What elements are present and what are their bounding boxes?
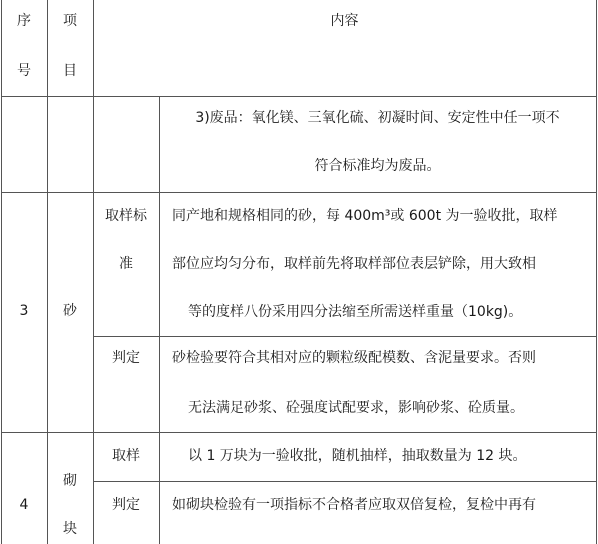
- table-border-right: [596, 0, 597, 544]
- block-item-char-1: 砌: [63, 473, 77, 489]
- row-divider-sand-block: [1, 432, 597, 433]
- header-item-char-2: 目: [63, 63, 77, 79]
- sand-seq: 3: [19, 303, 29, 319]
- column-divider-seq-item: [47, 0, 48, 544]
- sand-sampling-line: 部位应均匀分布，取样前先将取样部位表层铲除，用大致相: [172, 256, 536, 272]
- sand-judge-label: 判定: [112, 350, 140, 366]
- header-content: 内容: [330, 13, 359, 29]
- block-sampling-text: 以 1 万块为一验收批，随机抽样，抽取数量为 12 块。: [188, 448, 527, 464]
- sand-sampling-line: 同产地和规格相同的砂，每 400m³或 600t 为一验收批，取样: [172, 208, 558, 224]
- block-judge-label: 判定: [112, 497, 140, 513]
- sand-sampling-line: 等的度样八份采用四分法缩至所需送样重量（10kg)。: [188, 304, 523, 320]
- table-border-left: [1, 0, 2, 544]
- sand-judge-line: 砂检验要符合其相对应的颗粒级配模数、含泥量要求。否则: [172, 350, 536, 366]
- cont-line-1: 3)废品：氧化镁、三氧化硫、初凝时间、安定性中任一项不: [195, 110, 560, 126]
- sand-item: 砂: [63, 303, 77, 319]
- block-sampling-label: 取样: [112, 448, 140, 464]
- row-divider-block-subrows: [93, 481, 597, 482]
- row-divider-sand-subrows: [93, 336, 597, 337]
- block-seq: 4: [19, 497, 29, 513]
- row-divider-cont-sand: [1, 192, 597, 193]
- cont-line-2: 符合标准均为废品。: [314, 158, 441, 174]
- sand-sampling-label-1: 取样标: [105, 208, 147, 224]
- header-item-char-1: 项: [63, 13, 77, 29]
- sand-judge-line: 无法满足砂浆、砼强度试配要求，影响砂浆、砼质量。: [188, 400, 524, 416]
- block-judge-text: 如砌块检验有一项指标不合格者应取双倍复检，复检中再有: [172, 497, 536, 513]
- header-seq-char-1: 序: [17, 13, 31, 29]
- sand-sampling-label-2: 准: [119, 256, 133, 272]
- header-seq-char-2: 号: [17, 63, 31, 79]
- header-row-divider: [1, 96, 597, 97]
- block-item-char-2: 块: [63, 521, 77, 537]
